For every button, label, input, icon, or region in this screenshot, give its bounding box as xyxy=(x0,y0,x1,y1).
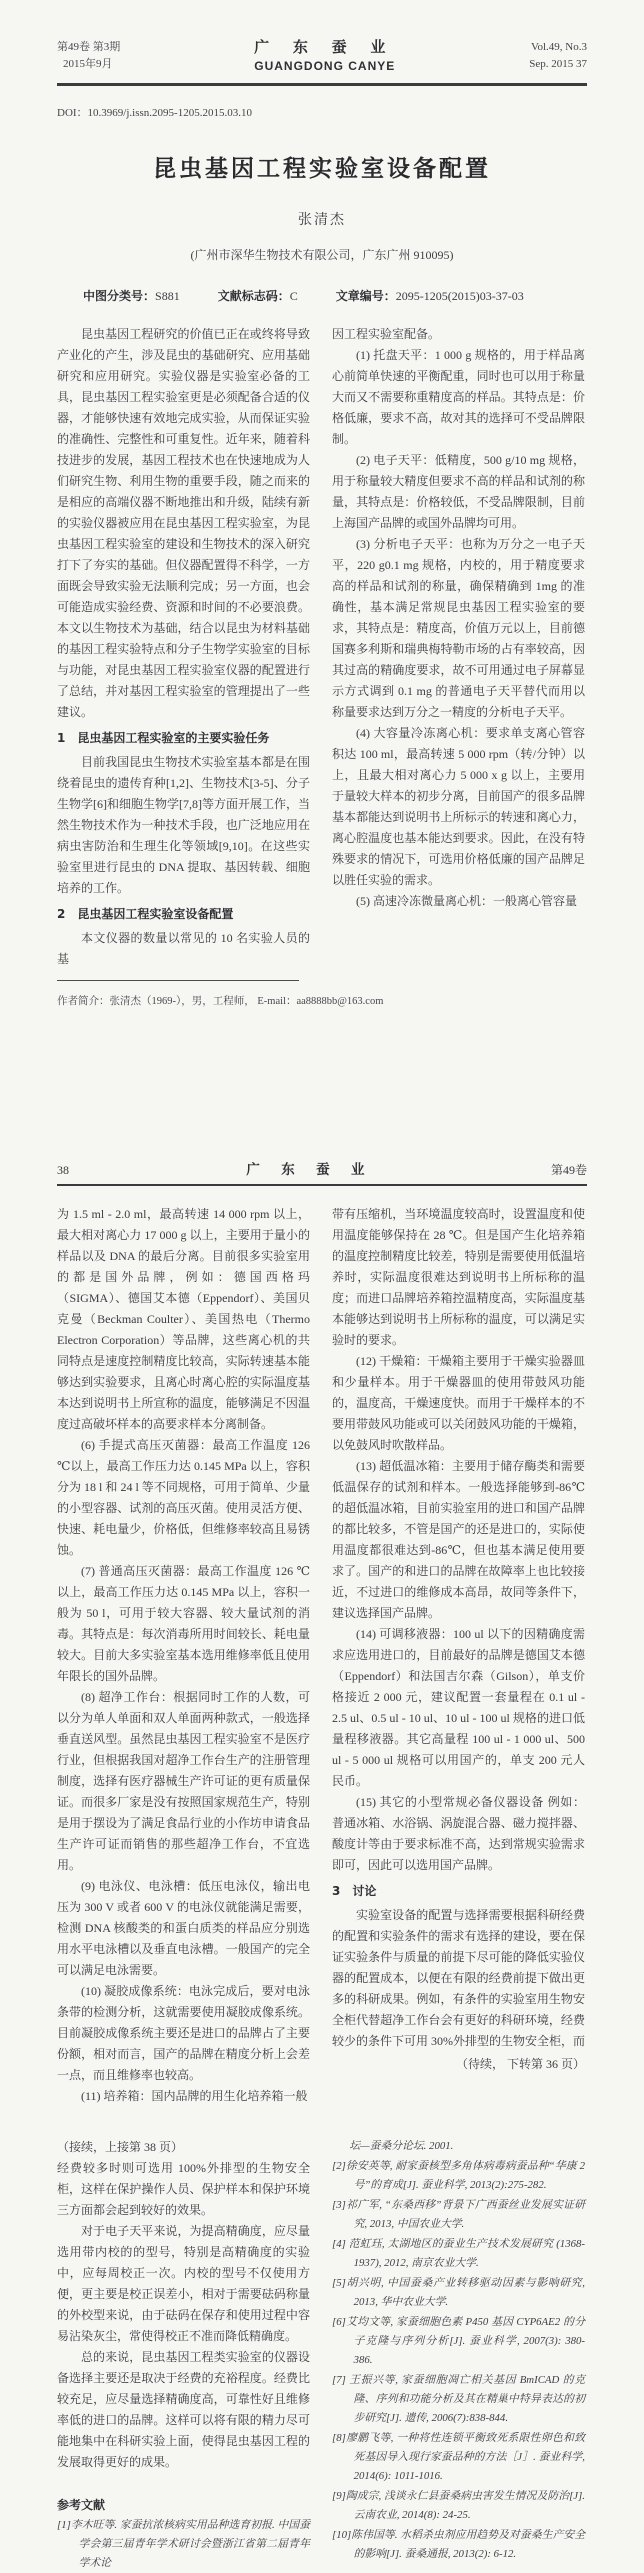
paragraph: 带有压缩机，当环境温度较高时，设置温度和使用温度能够保持在 28 ℃。但是国产生化培养箱的温度控制精度比较差，特别是需要使用低温培养时，实际温度很难达到说明书上所标称的温度；而进口品牌培养箱控温精度高，实际温度基本能够达到说明书上所标称的温度，可以满足实验时的要求。 xyxy=(332,1207,585,1347)
reference-item-3: [3]祁广军, “东桑西移”背景下广西蚕丝业发展实证研究, 2013, 中国农业大学. xyxy=(332,2199,585,2230)
page1-right-column xyxy=(332,324,585,970)
page2-running-header xyxy=(57,1158,587,1186)
equipment-item-5: (5) 高速冷冻微量离心机：一般离心管容量 xyxy=(356,894,577,908)
page-number: 38 xyxy=(57,1163,69,1177)
reference-item-1-continued: 坛—蚕桑分论坛. 2001. xyxy=(349,2140,454,2152)
running-journal-name: 广 东 蚕 业 xyxy=(246,1162,374,1177)
section-heading-1: 1 昆虫基因工程实验室的主要实验任务 xyxy=(57,731,270,745)
article-meta xyxy=(57,287,587,304)
article-id xyxy=(336,287,524,304)
reference-item-9: [9]陶成宗, 浅谈永仁县蚕桑病虫害发生情况及防治[J]. 云南农业, 2014(8): 24-25. xyxy=(332,2490,585,2521)
equipment-item-10: (10) 凝胶成像系统：电泳完成后，要对电泳条带的检测分析，这就需要使用凝胶成像系统。目前凝胶成像系统主要还是进口的品牌占了主要份额，相对而言，国产的品牌在精度分析上会差一点，而且维修率也较高。 xyxy=(57,1984,310,2082)
to-be-continued-note: （待续， 下转第 36 页） xyxy=(455,2057,585,2071)
header-center xyxy=(254,36,395,73)
reference-item-6: [6]艾均文等, 家蚕细胞色素 P450 基因 CYP6AE2 的分子克隆与序列分析[J]. 蚕业科学, 2007(3): 380-386. xyxy=(332,2316,585,2366)
references-heading: 参考文献 xyxy=(57,2498,106,2512)
reference-item-7: [7] 王振兴等, 家蚕细胞凋亡相关基因 BmICAD 的克隆、序列和功能分析及其在精巢中特异表达的初步研究[J]. 遗传, 2006(7):838-844. xyxy=(332,2374,585,2424)
equipment-item-13: (13) 超低温冰箱：主要用于储存酶类和需要低温保存的试剂和样本。一般选择能够到-86℃的超低温冰箱，目前实验室用的进口和国产品牌的都比较多，不管是国产的还是进口的，实际使用温度都很难达到-86℃，但也基本满足使用要求了。国产的和进口的品牌在故障率上也比较接近，不过进口的维修成本高昂，故同等条件下，建议选择国产品牌。 xyxy=(332,1459,585,1620)
reference-item-10: [10]陈伟国等. 水稻杀虫剂应用趋势及对蚕桑生产安全的影响[J]. 蚕桑通报, 2013(2): 6-12. xyxy=(332,2529,585,2560)
equipment-item-14: (14) 可调移液器：100 ul 以下的因精确度需求应选用进口的，目前最好的品牌是德国艾本德（Eppendorf）和法国吉尔森（Gilson），单支价格接近 2 000 元，建议配置一套量程在 0.1 ul - 2.5 ul、0.5 ul - 10 ul、10 ul - 100 ul 规格的进口低量程移液器。其它高量程 100 ul - 1 000 ul、500 ul - 5 000 ul 规格可以用国产的，单支 200 元人民币。 xyxy=(332,1627,585,1788)
volume-issue: 第49卷 第3期 xyxy=(57,41,121,53)
page-3 xyxy=(0,2137,644,2573)
paragraph: 为 1.5 ml - 2.0 ml，最高转速 14 000 rpm 以上，最大相对离心力 17 000 g 以上，主要用于量小的样品以及 DNA 的最后分离。目前很多实验室用的都是国外品牌，例如：德国西格玛（SIGMA）、德国艾本德（Eppendorf）、美国贝克曼（Beckman Coulter）、美国热电（Thermo Electron Corporation）等品牌，这些离心机的共同特点是速度控制精度比较高，实际转速基本能够达到实验要求，且离心时离心腔的实际温度基本达到说明书上所宣称的温度，能够满足不因温度过高破坏样本的高要求样本分离制备。 xyxy=(57,1207,310,1431)
article-id-label: 文章编号： xyxy=(335,289,396,303)
journal-header xyxy=(57,36,587,73)
section-heading-3: 3 讨论 xyxy=(332,1884,377,1898)
clc-label: 中图分类号： xyxy=(83,289,156,303)
section-heading-2: 2 昆虫基因工程实验室设备配置 xyxy=(57,907,234,921)
equipment-item-1: (1) 托盘天平：1 000 g 规格的，用于样品离心前简单快速的平衡配重，同时也可以用于称量大而又不需要称重精度高的样品。其特点是：价格低廉，要求不高，故对其的选择可不受品牌限制。 xyxy=(332,348,585,446)
author-affiliation: (广州市深华生物技术有限公司，广东广州 910095) xyxy=(190,248,454,262)
clc-number xyxy=(83,287,180,304)
paragraph: 经费较多时则可选用 100%外排型的生物安全柜，这样在保护操作人员、保护样本和保护环境三方面都会起到较好的效果。 xyxy=(57,2161,310,2217)
page2-columns xyxy=(57,1204,587,2107)
doi-line: DOI：10.3969/j.issn.2095-1205.2015.03.10 xyxy=(57,107,252,119)
reference-item-8: [8]廖鹏飞等, 一种将性连锁平衡致死系限性卵色和致死基因导入现行家蚕品种的方法［J］. 蚕业科学, 2014(6): 1011-1016. xyxy=(332,2432,585,2482)
paragraph: 本文仪器的数量以常见的 10 名实验人员的基 xyxy=(57,931,310,966)
article-id-value: 2095-1205(2015)03-37-03 xyxy=(395,289,524,303)
doc-code-label: 文献标志码： xyxy=(217,289,290,303)
equipment-item-6: (6) 手提式高压灭菌器：最高工作温度 126 ℃以上，最高工作压力达 0.145 MPa 以上，容积分为 18 l 和 24 l 等不同规格，可用于简单、少量的小型容器、试剂的高压灭菌。使用灵活方便、快速、耗电量少，价格低，但维修率较高且易锈蚀。 xyxy=(57,1438,310,1557)
equipment-item-2: (2) 电子天平：低精度，500 g/10 mg 规格，用于称量较大精度但要求不高的样品和试剂的称量，其特点是：价格较低，不受品牌限制，目前上海国产品牌的或国外品牌均可用。 xyxy=(332,453,585,530)
doc-code-value: C xyxy=(289,289,298,303)
continued-from-note: （接续，上接第 38 页） xyxy=(57,2140,184,2154)
running-volume: 第49卷 xyxy=(550,1163,587,1177)
equipment-item-8: (8) 超净工作台：根据同时工作的人数，可以分为单人单面和双人单面两种款式，一般选择垂直送风型。虽然昆虫基因工程实验室不是医疗行业，但根据我国对超净工作台生产的注册管理制度，选择有医疗器械生产许可证的更有质量保证。而很多厂家是没有按照国家规范生产，特别是用于摆设为了满足食品行业的小作坊申请食品生产许可证而销售的那些超净工作台，不宜选用。 xyxy=(57,1690,310,1872)
document-code xyxy=(218,287,298,304)
reference-item-4: [4] 范虹珏, 太湖地区的蚕业生产技术发展研究 (1368-1937), 2012, 南京农业大学. xyxy=(332,2238,585,2269)
journal-name-cn: 广 东 蚕 业 xyxy=(254,40,396,56)
header-right xyxy=(529,39,587,73)
page-1 xyxy=(0,0,644,1008)
page-2 xyxy=(0,1158,644,2107)
reference-item-5: [5]胡兴明, 中国蚕桑产业转移驱动因素与影响研究, 2013, 华中农业大学. xyxy=(332,2277,585,2308)
clc-value: S881 xyxy=(155,289,180,303)
paragraph: 因工程实验室配备。 xyxy=(332,327,441,341)
paragraph: 昆虫基因工程研究的价值已正在或终将导致产业化的产生，涉及昆虫的基础研究、应用基础研究和应用研究。实验仪器是实验室必备的工具，昆虫基因工程实验室更是必须配备合适的仪器，才能够快速有效地完成实验，从而保证实验的准确性、完整性和可重复性。近年来，随着科技进步的发展，基因工程技术也在快速地成为人们研究生物、利用生物的重要手段，随之而来的是相应的高端仪器不断地推出和升级，陆续有新的实验仪器被应用在昆虫基因工程实验室，为昆虫基因工程实验室的建设和生物技术的深入研究打下了夯实的基础。但仪器配置得不科学，一方面既会导致实验无法顺利完成；另一方面，也会可能造成实验经费、资源和时间的不必要浪费。本文以生物技术为基础，结合以昆虫为材料基础的基因工程实验特点和分子生物学实验室的目标与功能，对昆虫基因工程实验室仪器的配置进行了总结，并对基因工程实验室的管理提出了一些建议。 xyxy=(57,327,310,719)
page1-columns xyxy=(57,324,587,970)
issue-date-en: Sep. 2015 37 xyxy=(529,58,587,70)
page3-columns xyxy=(57,2137,587,2573)
equipment-item-15: (15) 其它的小型常规必备仪器设备 例如：普通冰箱、水浴锅、涡旋混合器、磁力搅拌器、酸度计等由于要求标准不高，达到常规实验需求即可，因此可以选用国产品牌。 xyxy=(332,1795,585,1872)
volume-en: Vol.49, No.3 xyxy=(530,41,587,53)
reference-item-1: [1]李木旺等. 家蚕抗浓核病实用品种选育初报. 中国蚕学会第三届青年学术研讨会暨浙江省第二届青年学术论 xyxy=(57,2519,310,2569)
reference-item-2: [2]徐安英等, 耐家蚕核型多角体病毒病蚕品种“华康 2 号”的育成[J]. 蚕业科学, 2013(2):275-282. xyxy=(332,2160,585,2191)
author-bio-footnote: 作者简介：张清杰（1969-），男，工程师， E-mail：aa8888bb@163.com xyxy=(57,996,384,1007)
page1-left-column xyxy=(57,324,310,970)
author-name: 张清杰 xyxy=(298,213,346,228)
footnote-rule xyxy=(57,980,299,981)
paragraph: 总的来说，昆虫基因工程类实验室的仪器设备选择主要还是取决于经费的充裕程度。经费比较充足，应尽量选择精确度高，可靠性好且维修率低的进口的品牌。这样可以将有限的精力尽可能地集中在科研实验上面，使得昆虫基因工程的发展取得更好的成果。 xyxy=(57,2350,310,2469)
page3-right-column xyxy=(332,2137,585,2573)
equipment-item-9: (9) 电泳仪、电泳槽：低压电泳仪，输出电压为 300 V 或者 600 V 的电泳仪就能满足需要，检测 DNA 核酸类的和蛋白质类的样品应分别选用水平电泳槽以及垂直电泳槽。一般国产的完全可以满足电泳需要。 xyxy=(57,1879,310,1977)
page2-left-column xyxy=(57,1204,310,2107)
header-left xyxy=(57,39,120,73)
equipment-item-12: (12) 干燥箱：干燥箱主要用于干燥实验器皿和少量样本。用于干燥器皿的使用带鼓风功能的，温度高，干燥速度快。而用于干燥样本的不要用带鼓风功能或可以关闭鼓风功能的干燥箱，以免鼓风时吹散样品。 xyxy=(332,1354,585,1452)
equipment-item-4: (4) 大容量冷冻离心机：要求单支离心管容积达 100 ml，最高转速 5 000 rpm（转/分钟）以上，且最大相对离心力 5 000 x g 以上，主要用于量较大样本的初步分离，目前国产的很多品牌基本都能达到说明书上所标示的转速和离心力，离心腔温度也基本能达到要求。因此，在没有特殊要求的情况下，可选用价格低廉的国产品牌足以胜任实验的需求。 xyxy=(332,726,585,887)
equipment-item-3: (3) 分析电子天平：也称为万分之一电子天平，220 g0.1 mg 规格，内校的，用于精度要求高的样品和试剂的称量，确保精确到 1mg 的准确性，基本满足常规昆虫基因工程实验室的要求，其特点是：精度高，价值万元以上，目前德国赛多利斯和瑞典梅特勒市场的占有率较高，因其过高的精确度要求，故不可用通过电子屏幕显示方式调到 0.1 mg 的普通电子天平替代而用以称量要求达到万分之一精度的分析电子天平。 xyxy=(332,537,585,719)
header-rule xyxy=(57,83,587,86)
equipment-item-7: (7) 普通高压灭菌器：最高工作温度 126 ℃以上，最高工作压力达 0.145 MPa 以上，容积一般为 50 l，可用于较大容器、较大量试剂的消毒。其特点是：每次消毒所用时间较长、耗电量较大。目前大多实验室基本选用维修率低且使用年限长的国外品牌。 xyxy=(57,1564,310,1683)
page2-right-column xyxy=(332,1204,585,2107)
paragraph: 对于电子天平来说，为提高精确度，应尽量选用带内校的的型号，特别是高精确度的实验中，应每周校正一次。内校的型号不仅使用方便，更主要是校正误差小，相对于需要砝码称量的外校型来说，由于砝码在保存和使用过程中容易沾染灰尘，常使得校正不准而降低精确度。 xyxy=(57,2224,310,2343)
journal-name-en: GUANGDONG CANYE xyxy=(254,59,396,73)
equipment-item-11: (11) 培养箱：国内品牌的用生化培养箱一般 xyxy=(81,2089,308,2103)
paragraph: 目前我国昆虫生物技术实验室基本都是在围绕着昆虫的遗传育种[1,2]、生物技术[3-5]、分子生物学[6]和细胞生物学[7,8]等方面开展工作，当然生物技术作为一种技术手段，也广泛地应用在病虫害防治和生理生化等领域[9,10]。在这些实验室里进行昆虫的 DNA 提取、基因转载、细胞培养的工作。 xyxy=(57,755,310,895)
article-title: 昆虫基因工程实验室设备配置 xyxy=(153,156,491,182)
issue-date-cn: 2015年9月 xyxy=(63,58,113,70)
page3-left-column xyxy=(57,2137,310,2573)
discussion-paragraph: 实验室设备的配置与选择需要根据科研经费的配置和实验条件的需求有选择的建设，要在保证实验条件与质量的前提下尽可能的降低实验仪器的配置成本，以便在有限的经费前提下做出更多的科研成果。例如，有条件的实验室用生物安全柜代替超净工作台会有更好的科研环境，经费较少的条件下可用 30%外排型的生物安全柜，而 xyxy=(332,1908,585,2048)
